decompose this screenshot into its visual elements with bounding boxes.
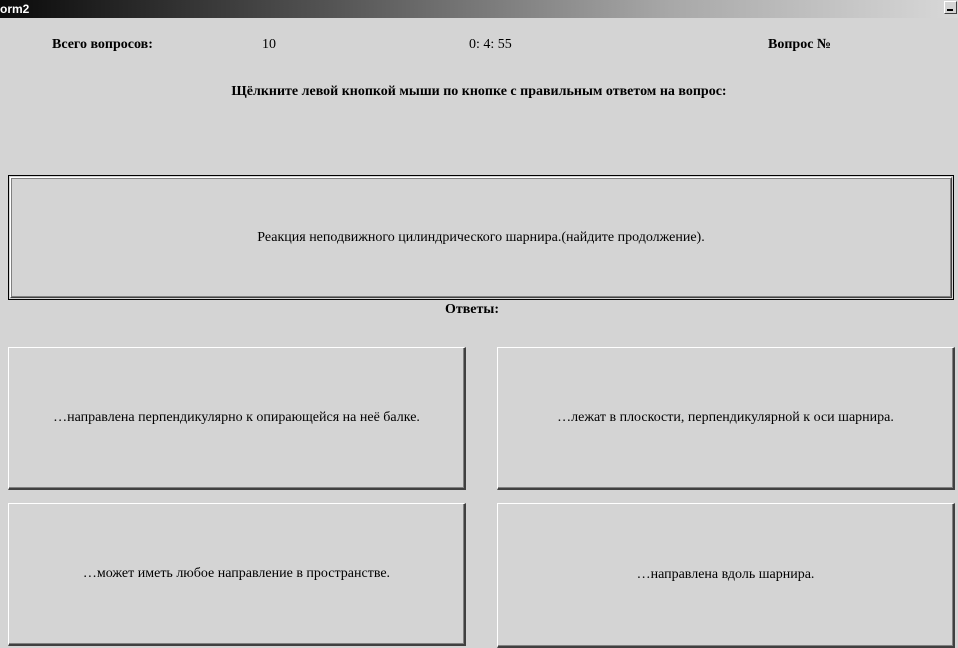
answer-button-2[interactable] [497,347,955,490]
answer-label-3: …может иметь любое направление в пространстве. [82,566,391,581]
answers-label: Ответы: [444,302,499,317]
answer-button-4[interactable] [497,503,955,648]
title-bar[interactable] [0,0,958,18]
total-questions-value: 10 [262,37,276,52]
minimize-icon [947,9,953,11]
answer-button-1[interactable] [8,347,466,490]
total-questions-label: Всего вопросов: [52,37,153,52]
answer-label-2: …лежат в плоскости, перпендикулярной к оси шарнира. [557,410,894,425]
answer-label-1: …направлена перпендикулярно к опирающейся на неё балке. [53,410,420,425]
minimize-button[interactable] [944,1,957,14]
instruction-text: Щёлкните левой кнопкой мыши по кнопке с правильным ответом на вопрос: [231,84,727,99]
answer-button-3[interactable] [8,503,466,646]
window-title: orm2 [0,2,30,16]
question-panel [8,175,954,300]
question-text: Реакция неподвижного цилиндрического шарнира.(найдите продолжение). [257,229,705,245]
answer-label-4: …направлена вдоль шарнира. [636,567,815,582]
timer: 0: 4: 55 [469,37,512,52]
question-number-label: Вопрос № [768,37,831,52]
